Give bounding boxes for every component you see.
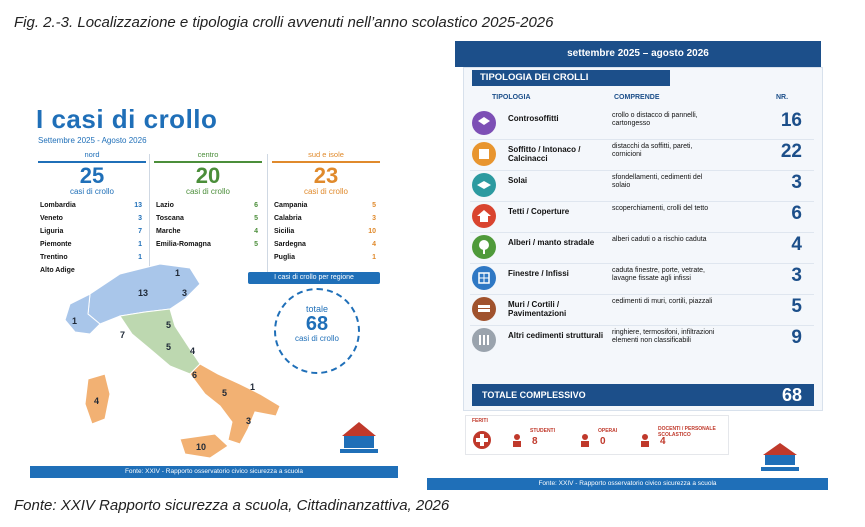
map-label: 1 [175,268,181,278]
sud-label: casi di crollo [303,187,348,196]
left-footer: Fonte: XXIV - Rapporto osservatorio civico sicurezza a scuola [30,466,398,478]
list-item: Sardegna 4 [274,241,376,248]
table-row: Solai sfondellamenti, cedimenti del solaio 3 [470,170,814,202]
map-label: 13 [138,288,149,298]
teacher-icon [638,432,652,448]
map-label: 7 [120,330,126,340]
tree-icon [472,235,496,259]
map-label: 10 [196,442,207,452]
map-label: 5 [222,388,228,398]
centro-label: casi di crollo [185,187,230,196]
total-value: 68 [305,313,329,335]
list-item: Alto Adige [40,267,75,274]
cittadinanzattiva-logo [336,418,382,460]
map-label: 5 [166,320,172,330]
total-badge: totale 68 casi di crollo [274,288,360,374]
italy-map [50,254,310,464]
table-row: Soffitto / Intonaco / Calcinacci distacchi da soffitti, pareti, cornicioni 22 [470,139,814,171]
list-item: Piemonte 1 [40,241,142,248]
column-header: COMPRENDE [614,94,660,101]
nord-total: 25 [79,163,105,188]
total-value: 68 [781,385,802,405]
list-item: Marche 4 [156,228,258,235]
right-footer: Fonte: XXIV - Rapporto osservatorio civico sicurezza a scuola [427,478,828,490]
sud-header: sud e isole [272,150,380,163]
cittadinanzattiva-logo [757,441,803,475]
list-item: Trentino 1 [40,254,142,261]
ceiling-icon [472,111,496,135]
worker-icon [578,432,592,448]
centro-column [154,150,262,253]
table-row: Controsoffitti crollo o distacco di pannelli, cartongesso 16 [470,108,814,140]
map-label: 4 [190,346,196,356]
wall-icon [472,297,496,321]
first-aid-icon [472,430,492,450]
table-row: Finestre / Infissi caduta finestre, porte, vetrate, lavagne fissate agli infissi 3 [470,263,814,295]
list-item: Veneto 3 [40,215,142,222]
plaster-icon [472,142,496,166]
period-banner: settembre 2025 – agosto 2026 [455,41,821,67]
table-row: Muri / Cortili / Pavimentazioni cedimenti di muri, cortili, piazzali 5 [470,294,814,326]
roof-icon [472,204,496,228]
total-row: TOTALE COMPLESSIVO 68 [472,384,814,406]
region-caption: I casi di crollo per regione [248,272,380,284]
map-label: 4 [94,396,100,406]
list-item: Lazio 6 [156,202,258,209]
list-item: Campania 5 [274,202,376,209]
list-item: Sicilia 10 [274,228,376,235]
table-title: TIPOLOGIA DEI CROLLI [472,70,670,86]
map-label: 1 [250,382,256,392]
panel-title: I casi di crollo [36,104,218,134]
map-label: 3 [246,416,252,426]
sud-total: 23 [313,163,339,188]
list-item: Liguria 7 [40,228,142,235]
student-icon [510,432,524,448]
centro-header: centro [154,150,262,163]
map-label: 1 [72,316,78,326]
figure-title: Fig. 2.-3. Localizzazione e tipologia crolli avvenuti nell’anno scolastico 2025-2026 [14,14,554,31]
nord-header: nord [38,150,146,163]
table-row: Tetti / Coperture scoperchiamenti, crolli del tetto 6 [470,201,814,233]
nord-label: casi di crollo [69,187,114,196]
table-row: Alberi / manto stradale alberi caduti o a rischio caduta 4 [470,232,814,264]
centro-total: 20 [195,163,221,188]
list-item: Lombardia 13 [40,202,142,209]
list-item: Puglia 1 [274,254,376,261]
column-header: TIPOLOGIA [492,94,531,101]
column-header: NR. [776,94,789,101]
list-item: Toscana 5 [156,215,258,222]
floor-icon [472,173,496,197]
list-item: Calabria 3 [274,215,376,222]
left-panel [30,88,398,478]
list-item: Emilia-Romagna 5 [156,241,258,248]
map-label: 3 [182,288,188,298]
panel-subtitle: Settembre 2025 - Agosto 2026 [38,136,147,145]
table-row: Altri cedimenti strutturali ringhiere, termosifoni, infiltrazioni elementi non classificabili 9 [470,325,814,356]
map-label: 5 [166,342,172,352]
map-label: 6 [192,370,198,380]
types-table [463,67,823,411]
sud-column [272,150,380,266]
right-panel [427,41,828,490]
figure-source: Fonte: XXIV Rapporto sicurezza a scuola, Cittadinanzattiva, 2026 [14,497,450,514]
window-icon [472,266,496,290]
injured-box: FERITI STUDENTI 8 OPERAI 0 DOCENTI / PERSONALE SCOLASTICO 4 [465,415,729,455]
structure-icon [472,328,496,352]
